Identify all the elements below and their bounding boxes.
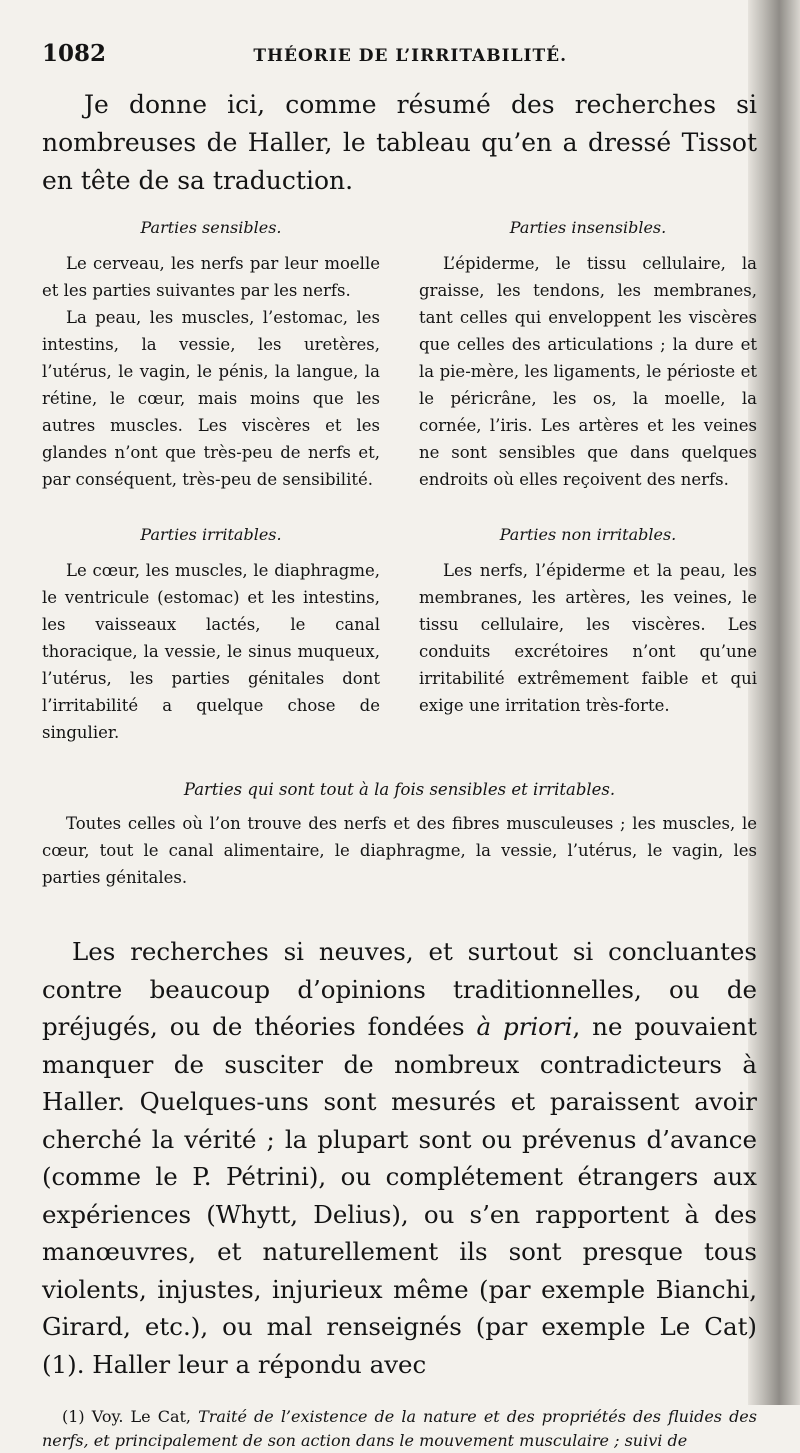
irritables-paragraph: Le cœur, les muscles, le diaphragme, le ventricule (estomac) et les intestins, les vaisseaux lactés, le canal thoracique, la vessie, le sinus muqueux, l’utérus, les parties génitales dont l’irritabilité a quelque chose de singulier. [42, 561, 380, 742]
intro-paragraph: Je donne ici, comme résumé des recherches si nombreuses de Haller, le tableau qu’en a dressé Tissot en tête de sa traduction. [42, 90, 757, 195]
insensibles-paragraph: L’épiderme, le tissu cellulaire, la graisse, les tendons, les membranes, tant celles qui enveloppent les viscères que celles des articulations ; la dure et la pie-mère, les ligaments, le périoste et le péricrâne, les os, la moelle, la cornée, l’iris. Les artères et les veines ne sont sensibles que dans quelques endroits où elles reçoivent des nerfs. [419, 254, 757, 489]
footnote [42, 1405, 757, 1453]
heading-insensibles: Parties insensibles. [509, 218, 667, 237]
running-title: THÉORIE DE L’IRRITABILITÉ. [253, 46, 567, 66]
body-paragraph [42, 933, 757, 1383]
non-irritables-paragraph: Les nerfs, l’épiderme et la peau, les membranes, les artères, les veines, le tissu cellulaire, les viscères. Les conduits excrétoires n’ont qu’une irritabilité extrêmement faible et qui exige une irritation très-forte. [419, 561, 757, 715]
book-page [42, 40, 757, 1453]
page-header [42, 40, 757, 86]
footnote-italic-title: Traité de l’existence de la nature et des propriétés des fluides des nerfs, et principalement de son action dans le mouvement musculaire ; suivi de [42, 1407, 757, 1450]
heading-irritables: Parties irritables. [140, 525, 282, 544]
footnote-prefix: (1) Voy. Le Cat, [62, 1407, 199, 1426]
sensibles-paragraph-2: La peau, les muscles, l’estomac, les intestins, la vessie, les uretères, l’utérus, le vagin, le pénis, la langue, la rétine, le cœur, mais moins que les autres muscles. Les viscères et les glandes n’ont que très-peu de nerfs et, par conséquent, très-peu de sensibilité. [42, 308, 380, 489]
body-text-part-1: Les recherches si neuves, et surtout si concluantes contre beaucoup d’opinions traditionnelles, ou de préjugés, ou de théories fondées [42, 937, 757, 1041]
sensibles-paragraph-1: Le cerveau, les nerfs par leur moelle et les parties suivantes par les nerfs. [42, 254, 380, 300]
heading-sensibles: Parties sensibles. [140, 218, 282, 237]
irritability-table [42, 521, 757, 746]
page-number: 1082 [42, 40, 107, 67]
heading-non-irritables: Parties non irritables. [499, 525, 677, 544]
column-insensibles [419, 214, 757, 493]
body-italic-a-priori: à priori [476, 1012, 573, 1041]
sensibility-table [42, 214, 757, 493]
column-irritables [42, 521, 380, 746]
column-non-irritables [419, 521, 757, 746]
heading-sensibles-et-irritables: Parties qui sont tout à la fois sensibles et irritables. [183, 780, 616, 799]
body-text-part-2: , ne pouvaient manquer de susciter de nombreux contradicteurs à Haller. Quelques-uns sont mesurés et paraissent avoir cherché la vérité ; la plupart sont ou prévenus d’avance (comme le P. Pétrini), ou complétement étrangers aux expériences (Whytt, Delius), ou s’en rapportent à des manœuvres, et naturellement ils sont presque tous violents, injustes, injurieux même (par exemple Bianchi, Girard, etc.), ou mal renseignés (par exemple Le Cat) (1). Haller leur a répondu avec [42, 1012, 757, 1379]
sensibles-et-irritables-paragraph: Toutes celles où l’on trouve des nerfs et des fibres musculeuses ; les muscles, le cœur, tout le canal alimentaire, le diaphragme, la vessie, l’utérus, le vagin, les parties génitales. [42, 814, 757, 887]
column-sensibles [42, 214, 380, 493]
